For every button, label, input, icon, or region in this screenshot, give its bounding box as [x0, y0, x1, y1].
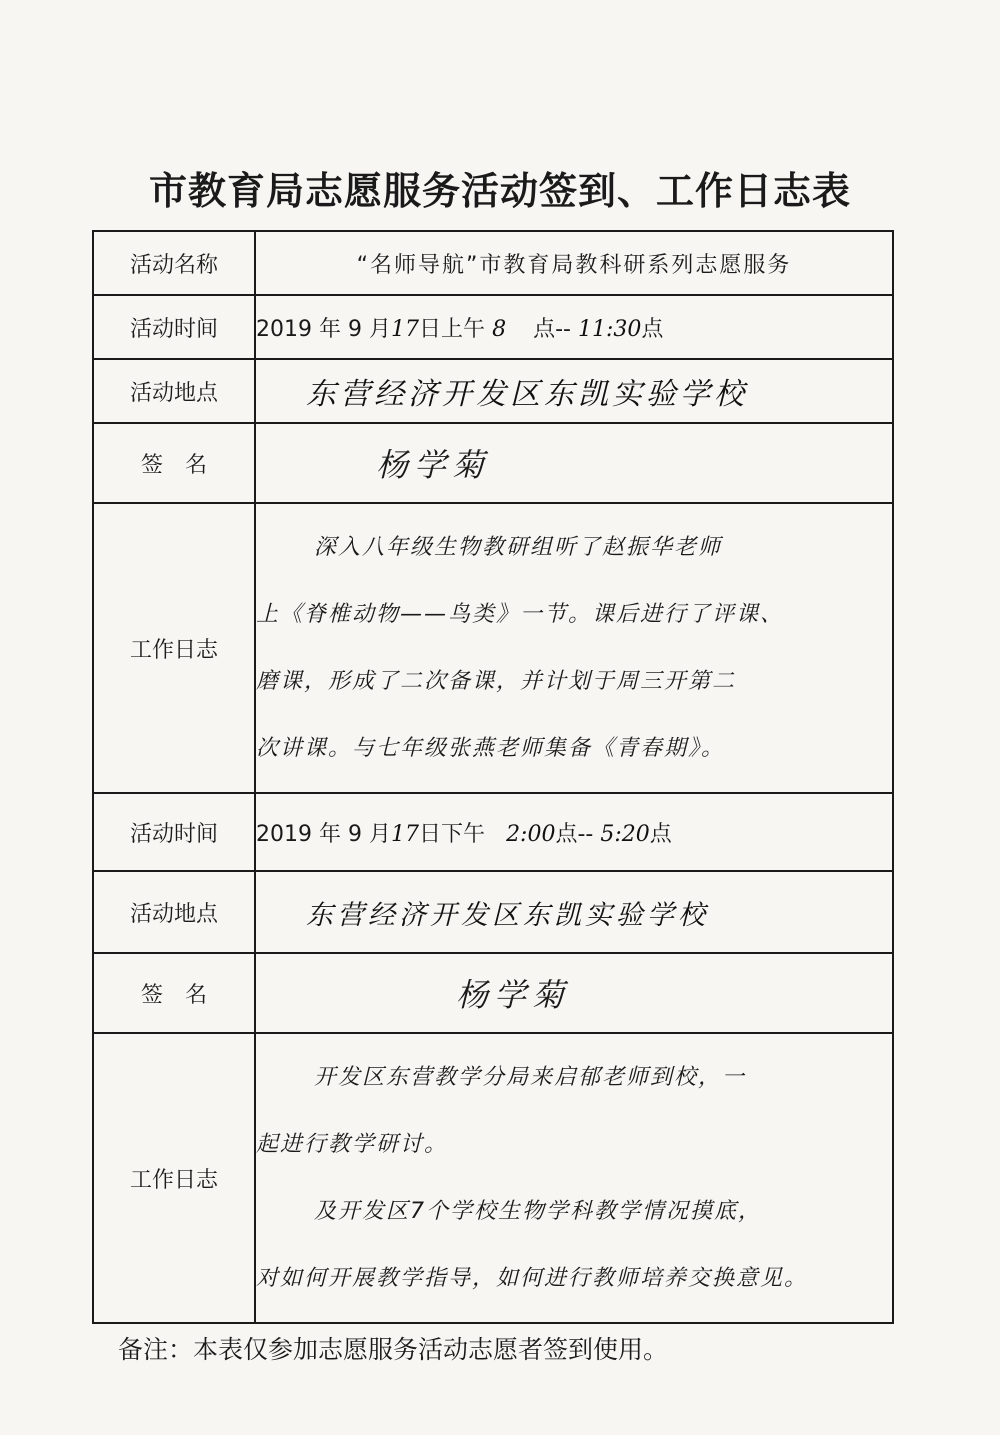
- work-log-2-line: 及开发区7个学校生物学科教学情况摸底，: [314, 1199, 762, 1224]
- work-log-2-line: 对如何开展教学指导，如何进行教师培养交换意见。: [256, 1266, 809, 1291]
- time-1-month: 9: [348, 316, 363, 342]
- work-log-2-line: 起进行教学研讨。: [256, 1132, 449, 1157]
- row-place-1: [93, 359, 893, 423]
- page-title: 市教育局志愿服务活动签到、工作日志表: [148, 168, 851, 213]
- signature-1: 杨学菊: [376, 446, 491, 484]
- time-1-month-label: 月: [369, 316, 392, 342]
- signature-2-cell: [255, 953, 893, 1033]
- activity-name-value: “名师导航”市教育局教科研系列志愿服务: [356, 252, 792, 278]
- row-time-2: [93, 793, 893, 871]
- work-log-2-line: 开发区东营教学分局来启郁老师到校，一: [314, 1065, 747, 1090]
- time-1-year-label: 年: [319, 316, 342, 342]
- time-1-start-label: 点: [533, 316, 556, 342]
- work-log-1-line: 上《脊椎动物——鸟类》一节。课后进行了评课、: [256, 602, 785, 627]
- place-2-value: 东营经济开发区东凯实验学校: [306, 899, 709, 931]
- row-work-log-1: [93, 503, 893, 793]
- time-2-day-label: 日: [419, 821, 442, 847]
- signature-2: 杨学菊: [456, 976, 571, 1014]
- work-log-1-line: 深入八年级生物教研组听了赵振华老师: [314, 535, 723, 560]
- row-place-2: [93, 871, 893, 953]
- row-work-log-2: [93, 1033, 893, 1323]
- time-2-month-label: 月: [369, 821, 392, 847]
- time-2-separator: --: [577, 821, 594, 847]
- label-place-2: 活动地点: [93, 871, 255, 953]
- work-log-1-line: 次讲课。与七年级张燕老师集备《青春期》。: [256, 736, 726, 761]
- place-1-value: 东营经济开发区东凯实验学校: [306, 377, 748, 412]
- label-signature-2: 签 名: [93, 953, 255, 1033]
- time-2-start: 2:00: [506, 821, 556, 847]
- time-1-day-label: 日: [419, 316, 442, 342]
- time-2-end-label: 点: [649, 821, 672, 847]
- time-1-separator: --: [555, 316, 571, 342]
- time-2-end: 5:20: [600, 821, 650, 847]
- label-place-1: 活动地点: [93, 359, 255, 423]
- activity-name-cell: [255, 231, 893, 295]
- label-work-log-1: 工作日志: [93, 503, 255, 793]
- time-2-year-label: 年: [319, 821, 342, 847]
- time-2-year: 2019: [256, 821, 312, 847]
- label-signature-1: 签 名: [93, 423, 255, 503]
- time-1-cell: [255, 295, 893, 359]
- time-1-day: 17: [391, 316, 420, 342]
- time-1-year: 2019: [256, 316, 312, 342]
- time-2-period: 下午: [441, 821, 486, 847]
- time-1-end-label: 点: [641, 316, 664, 342]
- row-time-1: [93, 295, 893, 359]
- time-1-period: 上午: [441, 316, 486, 342]
- row-signature-1: [93, 423, 893, 503]
- label-work-log-2: 工作日志: [93, 1033, 255, 1323]
- work-log-1-cell: [255, 503, 893, 793]
- signature-1-cell: [255, 423, 893, 503]
- label-time-2: 活动时间: [93, 793, 255, 871]
- time-2-day: 17: [391, 821, 420, 847]
- row-activity-name: [93, 231, 893, 295]
- label-activity-name: 活动名称: [93, 231, 255, 295]
- work-log-2-cell: [255, 1033, 893, 1323]
- label-time-1: 活动时间: [93, 295, 255, 359]
- footnote: 备注：本表仅参加志愿服务活动志愿者签到使用。: [118, 1335, 669, 1364]
- time-1-end: 11:30: [577, 316, 642, 342]
- time-2-start-label: 点: [555, 821, 578, 847]
- place-1-cell: [255, 359, 893, 423]
- time-2-cell: [255, 793, 893, 871]
- sign-in-log-table: [92, 230, 894, 1324]
- work-log-1-line: 磨课，形成了二次备课，并计划于周三开第二: [256, 669, 737, 694]
- row-signature-2: [93, 953, 893, 1033]
- time-2-month: 9: [348, 821, 363, 847]
- place-2-cell: [255, 871, 893, 953]
- time-1-start: 8: [492, 316, 507, 342]
